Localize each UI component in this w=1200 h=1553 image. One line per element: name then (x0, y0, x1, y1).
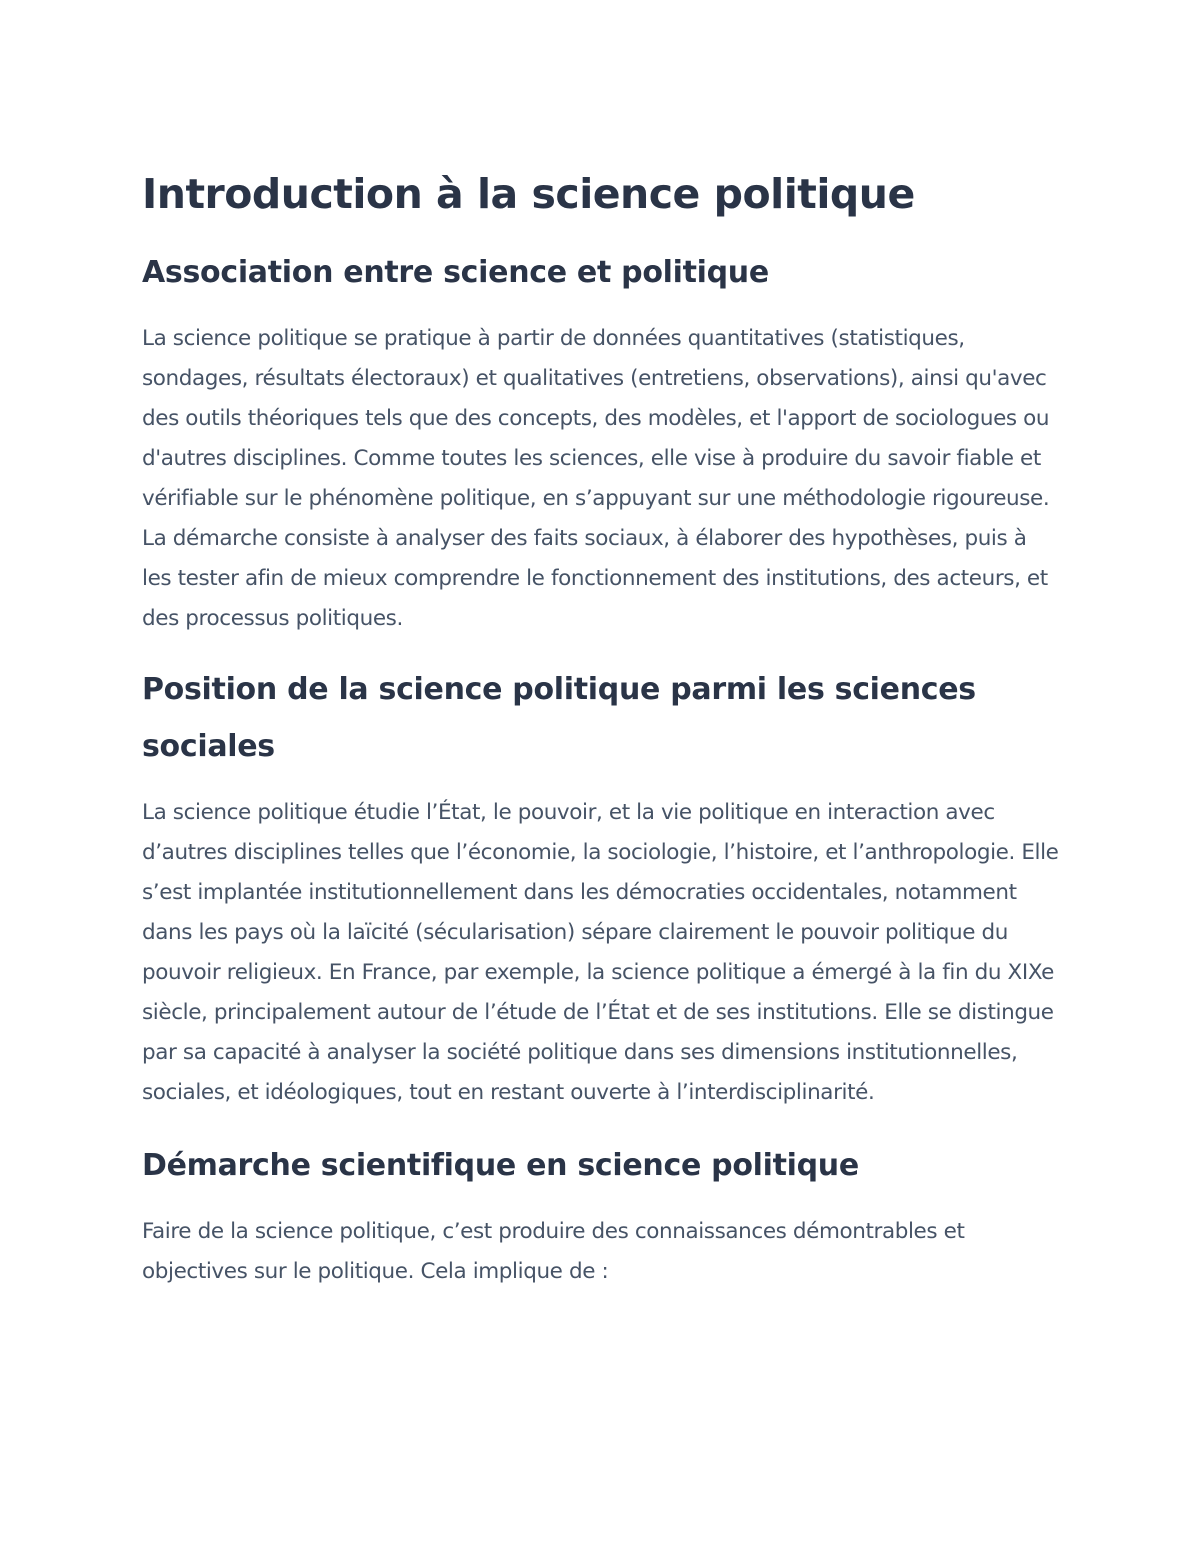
section-paragraph-position: La science politique étudie l’État, le pouvoir, et la vie politique en interaction avec d’autres disciplines telles que l’économie, la sociologie, l’histoire, et l’anthropologie. Elle s’est implantée institutionnellement dans les démocraties occidentales, notamment dans les pays où la laïcité (sécularisation) sépare clairement le pouvoir politique du pouvoir religieux. En France, par exemple, la science politique a émergé à la fin du XIXe siècle, principalement autour de l’étude de l’État et de ses institutions. Elle se distingue par sa capacité à analyser la société politique dans ses dimensions institutionnelles, sociales, et idéologiques, tout en restant ouverte à l’interdisciplinarité. (142, 800, 1059, 1105)
section-heading-demarche: Démarche scientifique en science politique (142, 1148, 859, 1183)
document-page (142, 166, 1062, 1292)
section-paragraph-association: La science politique se pratique à partir de données quantitatives (statistiques, sondages, résultats électoraux) et qualitatives (entretiens, observations), ainsi qu'avec des outils théoriques tels que des concepts, des modèles, et l'apport de sociologues ou d'autres disciplines. Comme toutes les sciences, elle vise à produire du savoir fiable et vérifiable sur le phénomène politique, en s’appuyant sur une méthodologie rigoureuse. La démarche consiste à analyser des faits sociaux, à élaborer des hypothèses, puis à les tester afin de mieux comprendre le fonctionnement des institutions, des acteurs, et des processus politiques. (142, 326, 1050, 631)
section-heading-association: Association entre science et politique (142, 255, 769, 290)
document-title: Introduction à la science politique (142, 170, 915, 218)
section-heading-position: Position de la science politique parmi les sciences sociales (142, 672, 976, 764)
section-paragraph-demarche: Faire de la science politique, c’est produire des connaissances démontrables et objectives sur le politique. Cela implique de : (142, 1219, 965, 1284)
